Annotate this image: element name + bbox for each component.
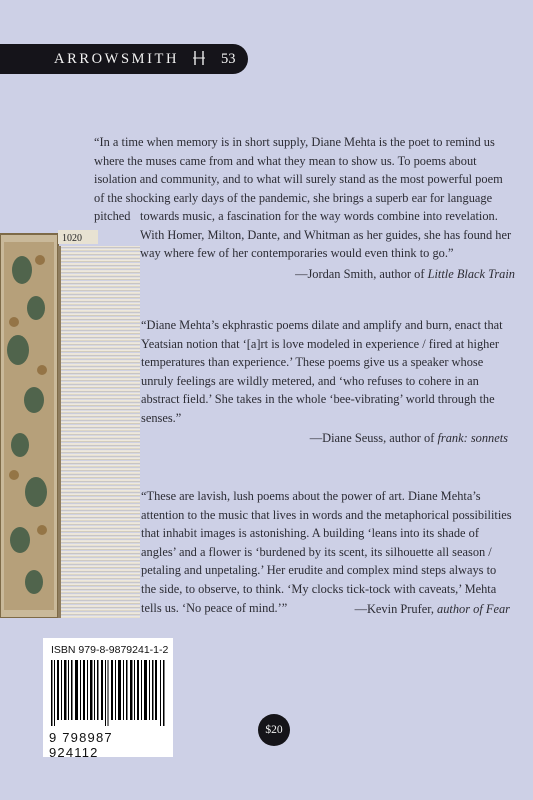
- quote-2-text: “Diane Mehta’s ekphrastic poems dilate and amplify and burn, enact that Yeatsian notion that ‘[a]rt is love modeled in experience / fired at higher temperatures than experience.’ These poems give us a speaker whose unruly feelings are wildly metered, and ‘who refuses to cohere in an abstract field.’ She takes in the whole ‘bee-vibrating’ world through the senses.”: [141, 318, 503, 425]
- quote-2-author: —Diane Seuss, author of: [309, 431, 438, 445]
- page-number: 53: [221, 51, 236, 67]
- artwork-catalog-number: 1020: [62, 233, 82, 244]
- isbn-digits: 9 798987 924112: [49, 730, 113, 760]
- quote-1-author: —Jordan Smith, author of: [295, 267, 428, 281]
- publisher-name: ARROWSMITH: [54, 51, 180, 67]
- quote-1-text-continued: towards music, a fascination for the way words combine into revelation. With Homer, Milton, Dante, and Whitman as her guides, she has found her way where few of her contemporaries would even think to go.”: [140, 209, 512, 261]
- ornament-icon: [192, 49, 206, 67]
- quote-2-attribution: [310, 431, 508, 446]
- isbn-label: ISBN 979-8-9879241-1-2: [51, 644, 169, 656]
- quote-3-author: —Kevin Prufer,: [354, 602, 438, 616]
- quote-3-text: “These are lavish, lush poems about the power of art. Diane Mehta’s attention to the music that lives in words and the metaphorical possibilities that inhabit images is astonishing. A building ‘leans into its shade of angles’ and a flower is ‘burdened by its scent, its silhouette all season / petaling and unpetaling.’ Her erudite and complex mind steps always to the side, to observe, to think. ‘My clocks tick-tock with caveats,’ Mehta tells us. ‘No peace of mind.’”: [141, 489, 512, 615]
- quote-3-book-title: author of Fear: [437, 602, 510, 616]
- quote-2-book-title: frank: sonnets: [437, 431, 508, 445]
- publisher-banner: [0, 44, 248, 74]
- price-badge: $20: [258, 714, 290, 746]
- quote-1-text-intro: “In a time when memory is in short supply, Diane Mehta is the poet to remind us where the muses came from and what they mean to show us. To poems about isolation and community, and to what will surely stand as the most powerful poem of the shocking early days of the pandemic, she brings a superb ear for language pitched: [94, 135, 503, 224]
- comb-artwork-image: [0, 230, 140, 618]
- quote-3-attribution: [355, 602, 510, 617]
- quote-1-book-title: Little Black Train: [427, 267, 515, 281]
- barcode-image: [51, 660, 165, 726]
- isbn-barcode-box: [43, 638, 173, 760]
- quote-1-attribution: [295, 267, 515, 282]
